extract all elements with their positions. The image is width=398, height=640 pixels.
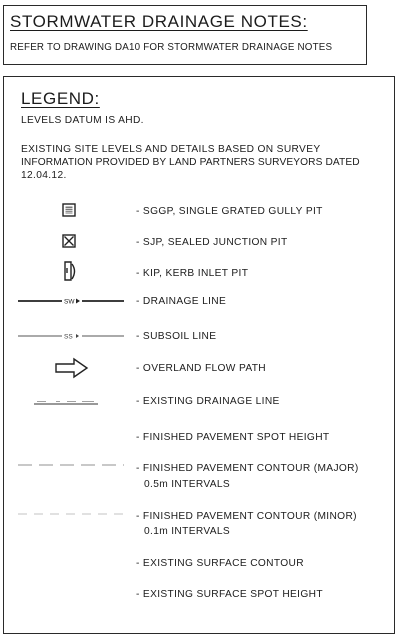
survey-note-line-3: 12.04.12. (21, 170, 67, 181)
legend-label-overland-flow: - OVERLAND FLOW PATH (136, 363, 267, 374)
levels-datum-note: LEVELS DATUM IS AHD. (21, 115, 144, 126)
legend-title: LEGEND: (21, 89, 100, 108)
drainage-line-code: SW (64, 298, 75, 306)
overland-flow-arrow-icon (54, 357, 90, 379)
legend-label-major-contour-interval: 0.5m INTERVALS (144, 479, 231, 490)
major-contour-line-icon (18, 462, 126, 468)
legend-label-existing-surface-spot-height: - EXISTING SURFACE SPOT HEIGHT (136, 589, 323, 600)
subsoil-line-icon (18, 331, 126, 341)
existing-drainage-line-icon (34, 398, 104, 408)
stormwater-notes-title: STORMWATER DRAINAGE NOTES: (10, 12, 308, 31)
legend-label-existing-drainage: - EXISTING DRAINAGE LINE (136, 396, 280, 407)
stormwater-notes-text: REFER TO DRAWING DA10 FOR STORMWATER DRAINAGE NOTES (10, 42, 333, 53)
survey-note-line-2: INFORMATION PROVIDED BY LAND PARTNERS SURVEYORS DATED (21, 157, 360, 168)
sjp-pit-icon (62, 234, 76, 248)
legend-label-major-contour: - FINISHED PAVEMENT CONTOUR (MAJOR) (136, 463, 359, 474)
legend-label-minor-contour-interval: 0.1m INTERVALS (144, 526, 231, 537)
sggp-pit-icon (62, 203, 76, 217)
drainage-line-icon (18, 296, 126, 306)
legend-label-sjp: - SJP, SEALED JUNCTION PIT (136, 237, 288, 248)
minor-contour-line-icon (18, 511, 126, 517)
legend-label-pavement-spot-height: - FINISHED PAVEMENT SPOT HEIGHT (136, 432, 330, 443)
legend-label-existing-surface-contour: - EXISTING SURFACE CONTOUR (136, 558, 304, 569)
legend-label-sggp: - SGGP, SINGLE GRATED GULLY PIT (136, 206, 323, 217)
legend-label-drainage-line: - DRAINAGE LINE (136, 296, 227, 307)
legend-label-subsoil-line: - SUBSOIL LINE (136, 331, 217, 342)
legend-label-kip: - KIP, KERB INLET PIT (136, 268, 249, 279)
legend-box (3, 76, 395, 634)
subsoil-line-code: SS (64, 333, 73, 341)
stormwater-notes-box (3, 5, 367, 65)
survey-note-line-1: EXISTING SITE LEVELS AND DETAILS BASED ON SURVEY (21, 144, 321, 155)
kip-pit-icon (62, 260, 78, 284)
legend-label-minor-contour: - FINISHED PAVEMENT CONTOUR (MINOR) (136, 511, 357, 522)
